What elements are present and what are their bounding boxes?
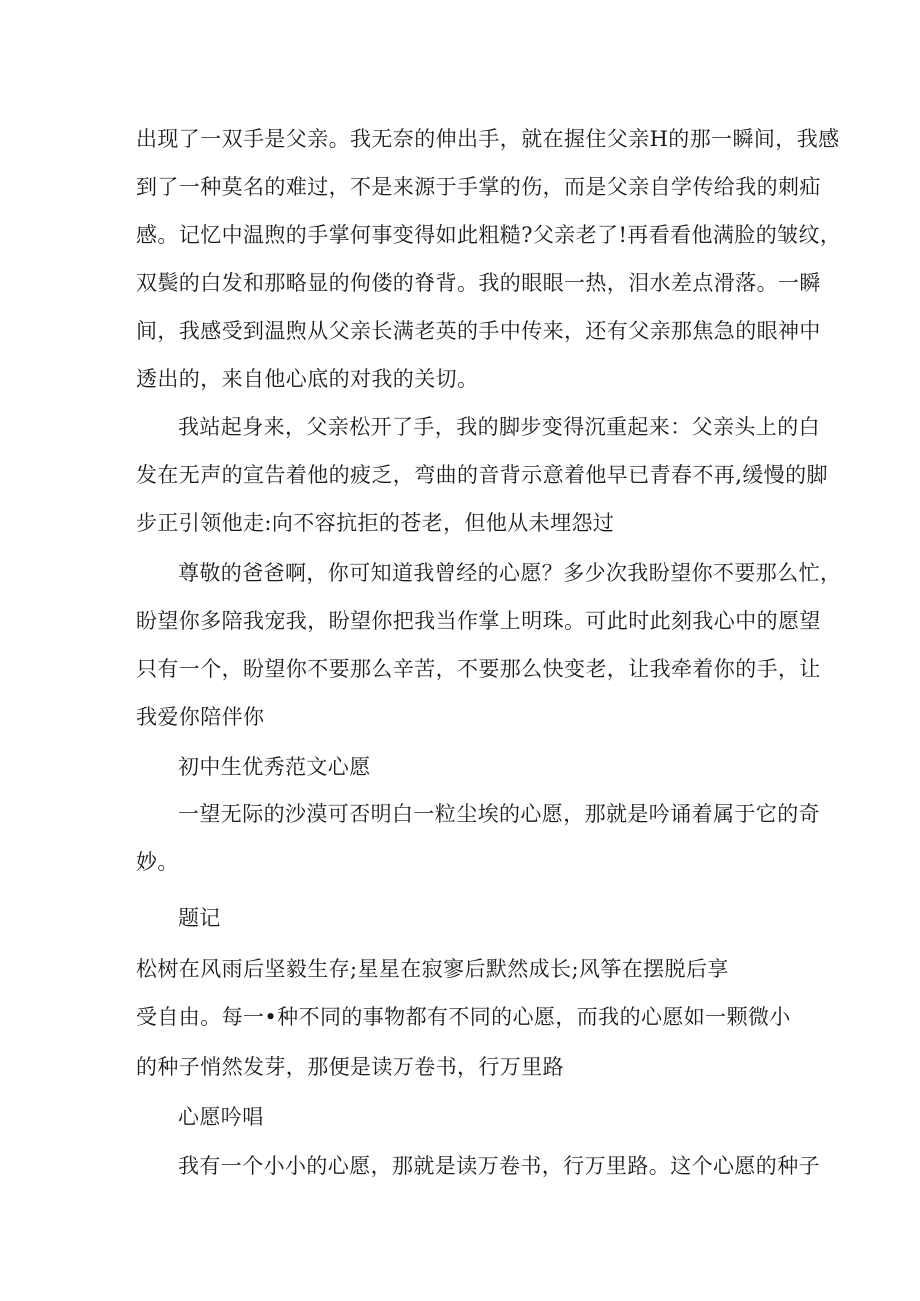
text-line: 盼望你多陪我宠我，盼望你把我当作掌上明珠。可此时此刻我心中的愿望 bbox=[136, 609, 821, 633]
text-line: 尊敬的爸爸啊，你可知道我曾经的心愿？多少次我盼望你不要那么忙， bbox=[178, 561, 842, 585]
text-line: 松树在风雨后坚毅生存;星星在寂寥后默然成长;风筝在摆脱后享 bbox=[136, 957, 729, 981]
section-heading: 心愿吟唱 bbox=[178, 1105, 264, 1129]
section-heading: 初中生优秀范文心愿 bbox=[178, 755, 371, 779]
text-line: 一望无际的沙漠可否明白一粒尘埃的心愿，那就是吟诵着属于它的奇 bbox=[178, 802, 820, 826]
text-line: 我有一个小小的心愿，那就是读万卷书，行万里路。这个心愿的种子 bbox=[178, 1154, 820, 1178]
text-line: 我爱你陪伴你 bbox=[136, 705, 265, 729]
text-line: 受自由。每一•种不同的事物都有不同的心愿，而我的心愿如一颗微小 bbox=[136, 1005, 791, 1029]
text-line: 间，我感受到温煦从父亲长满老英的手中传来，还有父亲那焦急的眼神中 bbox=[136, 319, 821, 343]
text-line: 发在无声的宣告着他的疲乏，弯曲的音背示意着他早已青春不再,缓慢的脚 bbox=[136, 463, 828, 487]
text-line: 出现了一双手是父亲。我无奈的伸出手，就在握住父亲H的那一瞬间，我感 bbox=[136, 127, 840, 151]
text-line: 妙。 bbox=[136, 850, 179, 874]
text-line: 感。记忆中温煦的手掌何事变得如此粗糙?父亲老了!再看看他满脸的皱纹， bbox=[136, 223, 842, 247]
text-line: 双鬓的白发和那略显的佝偻的脊背。我的眼眼一热，泪水差点滑落。一瞬 bbox=[136, 271, 821, 295]
text-line: 步正引领他走:向不容抗拒的苍老，但他从未埋怨过 bbox=[136, 511, 615, 535]
section-heading: 题记 bbox=[178, 906, 221, 930]
text-line: 透出的，来自他心底的对我的关切。 bbox=[136, 367, 479, 391]
text-line: 只有一个，盼望你不要那么辛苦，不要那么快变老，让我牵着你的手，让 bbox=[136, 657, 821, 681]
text-line: 到了一种莫名的难过，不是来源于手掌的伤，而是父亲自学传给我的刺疝 bbox=[136, 175, 821, 199]
text-line: 我站起身来，父亲松开了手，我的脚步变得沉重起来：父亲头上的白 bbox=[178, 415, 820, 439]
text-line: 的种子悄然发芽，那便是读万卷书，行万里路 bbox=[136, 1055, 564, 1079]
